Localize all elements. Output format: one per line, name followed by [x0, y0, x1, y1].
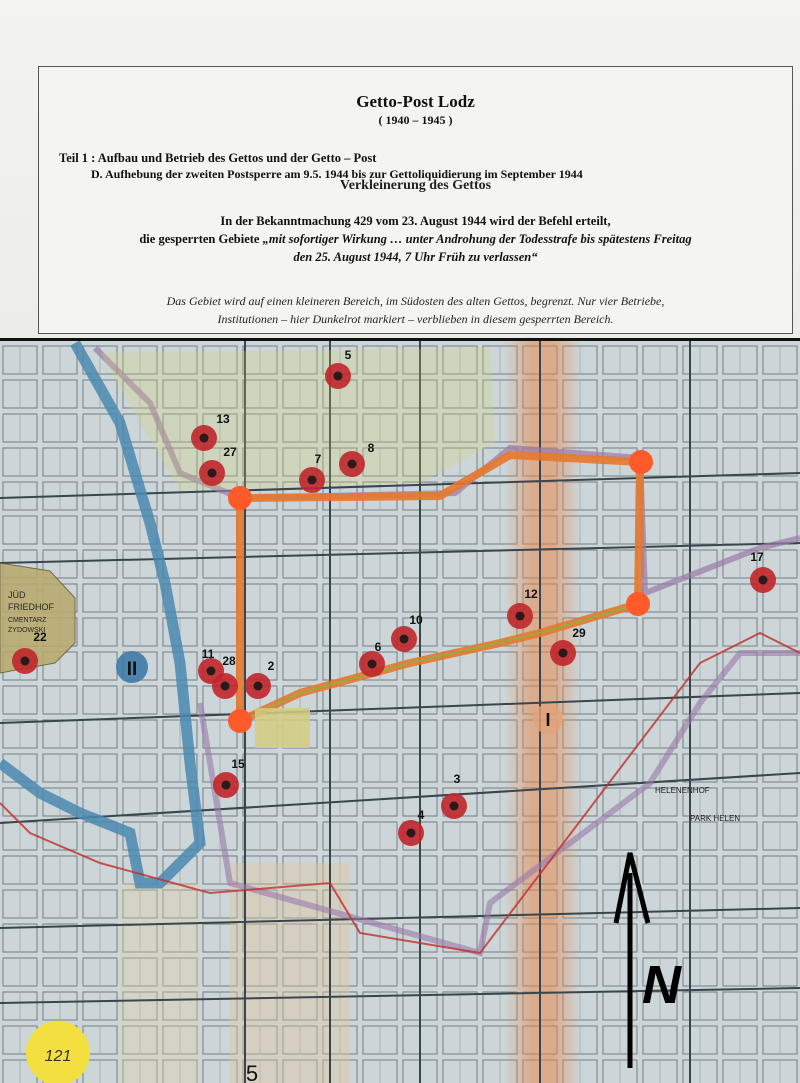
yellow-stain-1: [230, 863, 350, 1083]
marker-dot: [221, 682, 230, 691]
place-label-2: PARK HELEN: [690, 814, 741, 823]
marker-dot: [222, 781, 231, 790]
marker-dot: [207, 667, 216, 676]
marker-dot: [759, 576, 768, 585]
decree-line-1: In der Bekanntmachung 429 vom 23. August 1944 wird der Befehl erteilt,: [220, 214, 611, 228]
marker-label: 6: [374, 640, 382, 654]
cemetery-label-2: FRIEDHOF: [8, 602, 54, 612]
north-label: N: [642, 955, 681, 1015]
marker-label: 2: [267, 659, 275, 673]
marker-dot: [407, 829, 416, 838]
cemetery-label-1: JÜD: [8, 590, 26, 600]
ghetto-map: [0, 338, 800, 1083]
overlay-title: Verkleinerung des Gettos: [339, 178, 492, 193]
place-label-1: HELENENHOF: [655, 786, 710, 795]
marker-label: 15: [231, 757, 245, 771]
marker-dot: [334, 372, 343, 381]
cemetery-label-4: ŻYDOWSKI: [8, 627, 46, 634]
marker-label: 28: [222, 654, 236, 668]
decree-line-2: [39, 232, 792, 247]
marker-label: 17: [750, 550, 764, 564]
marker-label: 12: [524, 587, 538, 601]
description-line-2: Institutionen – hier Dunkelrot markiert – verblieben in diesem gesperrten Bereich.: [217, 312, 614, 326]
marker-dot: [254, 682, 263, 691]
marker-label: 22: [33, 630, 47, 644]
map-svg: [0, 341, 800, 1083]
decree-line-3: [39, 250, 792, 265]
marker-label: 7: [314, 452, 322, 466]
marker-label: 29: [572, 626, 586, 640]
park-block: [255, 708, 310, 748]
corner-marker-e: [626, 592, 650, 616]
marker-label: 3: [453, 772, 461, 786]
decree-line-3-quote: den 25. August 1944, 7 Uhr Früh zu verlassen“: [293, 250, 538, 264]
marker-dot: [348, 460, 357, 469]
marker-dot: [308, 476, 317, 485]
section-heading: D. Aufhebung der zweiten Postsperre am 9.5. 1944 bis zur Gettoliquidierung im September 1944: [91, 167, 583, 181]
marker-dot: [21, 657, 30, 666]
document-years: ( 1940 – 1945 ): [378, 113, 453, 127]
decree-line-2-plain: die gesperrten Gebiete: [139, 232, 263, 246]
marker-dot: [200, 434, 209, 443]
marker-dot: [400, 635, 409, 644]
district-ii-label: II: [126, 659, 138, 680]
district-i-label: I: [545, 710, 551, 730]
marker-label: 4: [417, 808, 425, 822]
part-heading: Teil 1 : Aufbau und Betrieb des Gettos und der Getto – Post: [59, 151, 377, 165]
corner-marker-sw: [228, 709, 252, 733]
corner-marker-nw: [228, 486, 252, 510]
corner-marker-ne: [629, 450, 653, 474]
marker-dot: [208, 469, 217, 478]
marker-dot: [368, 660, 377, 669]
marker-dot: [450, 802, 459, 811]
document-text-box: [38, 66, 793, 334]
marker-label: 11: [201, 647, 215, 661]
yellow-stain-2: [120, 883, 200, 1083]
marker-dot: [559, 649, 568, 658]
stamp-text: 121: [44, 1048, 72, 1065]
marker-label: 10: [409, 613, 423, 627]
marker-label: 27: [223, 445, 237, 459]
marker-label: 5: [344, 348, 352, 362]
marker-label: 13: [216, 412, 230, 426]
marker-dot: [516, 612, 525, 621]
document-title: Getto-Post Lodz: [356, 92, 475, 111]
marker-label: 8: [367, 441, 375, 455]
decree-line-2-quote: „mit sofortiger Wirkung … unter Androhung der Todesstrafe bis spätestens Freitag: [262, 232, 692, 246]
description-line-1: Das Gebiet wird auf einen kleineren Bereich, im Südosten des alten Gettos, begrenzt. Nur vier Betriebe,: [166, 294, 665, 308]
page-mark: 5: [245, 1061, 259, 1083]
cemetery-label-3: CMENTARZ: [8, 617, 47, 624]
